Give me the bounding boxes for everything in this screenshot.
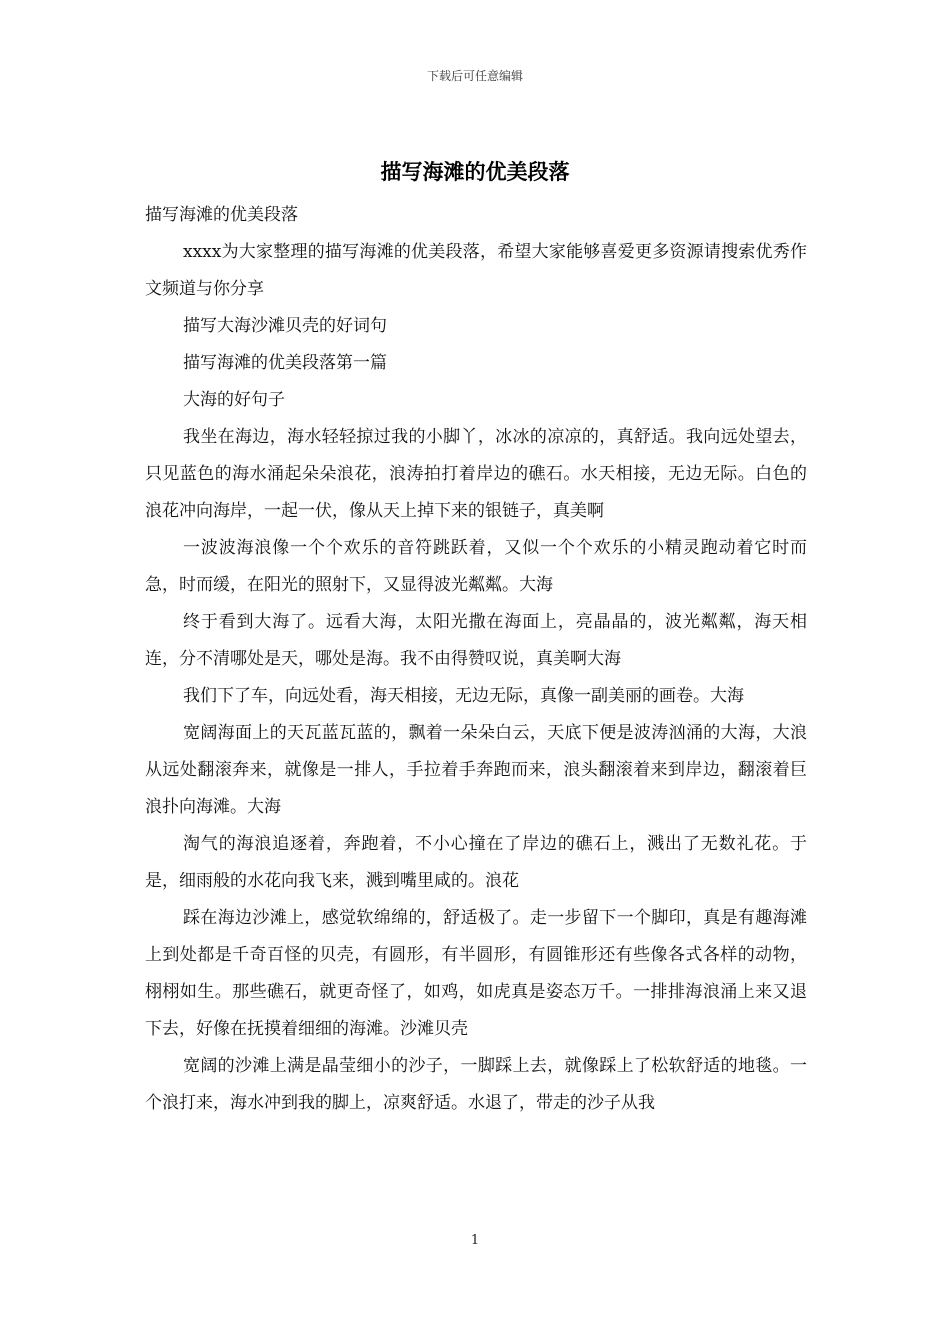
paragraph: 描写海滩的优美段落 <box>145 205 298 225</box>
paragraph: 大海的好句子 <box>183 390 285 410</box>
paragraph: 终于看到大海了。远看大海，太阳光撒在海面上，亮晶晶的，波光粼粼，海天相连，分不清哪处是天，哪处是海。我不由得赞叹说，真美啊大海 <box>145 612 807 669</box>
paragraph: 我坐在海边，海水轻轻掠过我的小脚丫，冰冰的凉凉的，真舒适。我向远处望去，只见蓝色的海水涌起朵朵浪花，浪涛拍打着岸边的礁石。水天相接，无边无际。白色的浪花冲向海岸，一起一伏，像从天上掉下来的银链子，真美啊 <box>145 427 807 521</box>
paragraph: xxxx为大家整理的描写海滩的优美段落，希望大家能够喜爱更多资源请搜索优秀作文频道与你分享 <box>145 242 807 299</box>
paragraph: 宽阔的沙滩上满是晶莹细小的沙子，一脚踩上去，就像踩上了松软舒适的地毯。一个浪打来，海水冲到我的脚上，凉爽舒适。水退了，带走的沙子从我 <box>145 1056 807 1113</box>
paragraph: 我们下了车，向远处看，海天相接，无边无际，真像一副美丽的画卷。大海 <box>183 686 744 706</box>
paragraph: 宽阔海面上的天瓦蓝瓦蓝的，飘着一朵朵白云，天底下便是波涛汹涌的大海，大浪从远处翻滚奔来，就像是一排人，手拉着手奔跑而来，浪头翻滚着来到岸边，翻滚着巨浪扑向海滩。大海 <box>145 723 807 817</box>
page-header-note: 下载后可任意编辑 <box>426 69 523 83</box>
paragraph: 踩在海边沙滩上，感觉软绵绵的，舒适极了。走一步留下一个脚印，真是有趣海滩上到处都是千奇百怪的贝壳，有圆形，有半圆形，有圆锥形还有些像各式各样的动物，栩栩如生。那些礁石，就更奇怪了，如鸡，如虎真是姿态万千。一排排海浪涌上来又退下去，好像在抚摸着细细的海滩。沙滩贝壳 <box>145 908 807 1039</box>
paragraph: 淘气的海浪追逐着，奔跑着，不小心撞在了岸边的礁石上，溅出了无数礼花。于是，细雨般的水花向我飞来，溅到嘴里咸的。浪花 <box>145 834 807 891</box>
paragraph: 一波波海浪像一个个欢乐的音符跳跃着，又似一个个欢乐的小精灵跑动着它时而急，时而缓，在阳光的照射下，又显得波光粼粼。大海 <box>145 538 807 595</box>
document-body <box>145 197 807 1122</box>
paragraph: 描写海滩的优美段落第一篇 <box>183 353 387 373</box>
page-number: 1 <box>470 1233 480 1248</box>
paragraph: 描写大海沙滩贝壳的好词句 <box>183 316 387 336</box>
document-title: 描写海滩的优美段落 <box>380 159 570 184</box>
